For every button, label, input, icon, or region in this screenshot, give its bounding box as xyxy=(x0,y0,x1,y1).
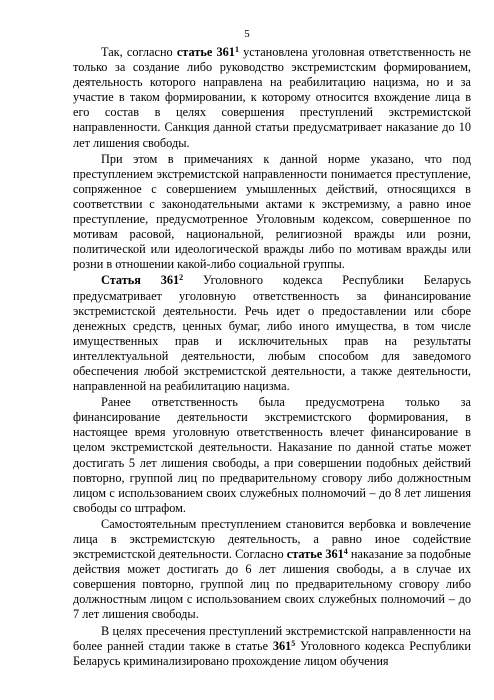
article-superscript: 2 xyxy=(179,273,184,283)
paragraph xyxy=(73,45,471,151)
paragraph xyxy=(73,395,471,516)
article-reference: статье 361 xyxy=(176,45,235,59)
paragraph xyxy=(73,517,471,623)
article-superscript: 4 xyxy=(343,547,348,557)
paragraph-text: Уголовного кодекса Республики Беларусь криминализировано прохождение лицом обучения xyxy=(73,638,471,668)
article-superscript: 5 xyxy=(291,638,296,648)
article-reference: Статья 361 xyxy=(101,273,180,288)
paragraph-text: Уголовного кодекса Республики Беларусь предусматривает уголовную ответственность за финансирование экстремистской деятельности. Речь идет о предоставлении или сборе денежных средств, ценных бумаг, либо иного имущества, в том числе имущественных прав и исключительных прав на результаты интеллектуальной деятельности, любым способом для заведомого обеспечения любой экстремистской деятельности, а также деятельности, направленной на реабилитацию нацизма. xyxy=(73,273,471,394)
page-number: 5 xyxy=(244,28,250,40)
paragraph-text: наказание за подобные действия может достигать до 6 лет лишения свободы, а в случае их совершения повторно, группой лиц по предварительному сговору либо должностным лицом с использованием своих служебных полномочий – до 7 лет лишения свободы. xyxy=(73,547,471,622)
article-superscript: 1 xyxy=(234,45,239,54)
paragraph xyxy=(73,624,471,669)
paragraph-text: При этом в примечаниях к данной норме указано, что под преступлением экстремистской направленности понимается преступление, сопряженное с совершением умышленных действий, относящихся в соответствии с законодательными актами к экстремизму, а равно иное преступление, предусмотренное Уголовным кодексом, совершенное по мотивам расовой, национальной, религиозной вражды или розни, политической или идеологической вражды либо по мотивам вражды или розни в отношении какой-либо социальной группы. xyxy=(73,151,471,272)
document-body xyxy=(73,45,471,669)
paragraph-text: В целях пресечения преступлений экстремистской направленности на более ранней стадии также в статье xyxy=(73,623,471,653)
paragraph-text: Ранее ответственность была предусмотрена только за финансирование деятельности экстремистского формирования, в настоящее время уголовную ответственность влечет финансирование в целом экстремистской деятельности. Наказание по данной статье может достигать 5 лет лишения свободы, а при совершении подобных действий повторно, группой лиц по предварительному сговору либо должностным лицом с использованием своих служебных полномочий – до 8 лет лишения свободы со штрафом. xyxy=(73,395,471,515)
paragraph xyxy=(73,152,471,273)
paragraph-text: Самостоятельным преступлением становится вербовка и вовлечение лица в экстремистскую деятельность, а равно иное содействие экстремистской деятельности. Согласно xyxy=(73,516,471,562)
article-reference: статье 361 xyxy=(286,547,344,562)
paragraph xyxy=(73,273,471,394)
article-reference: 361 xyxy=(272,638,292,653)
paragraph-text: установлена уголовная ответственность не только за создание либо руководство экстремистским формированием, деятельность которого направлена на реабилитацию нацизма, но и за участие в таком формировании, к которому относится вхождение лица в его состав в целях совершения преступлений экстремистской направленности. Санкция данной статьи предусматривает наказание до 10 лет лишения свободы. xyxy=(73,45,472,150)
paragraph-text: Так, согласно xyxy=(101,45,177,59)
